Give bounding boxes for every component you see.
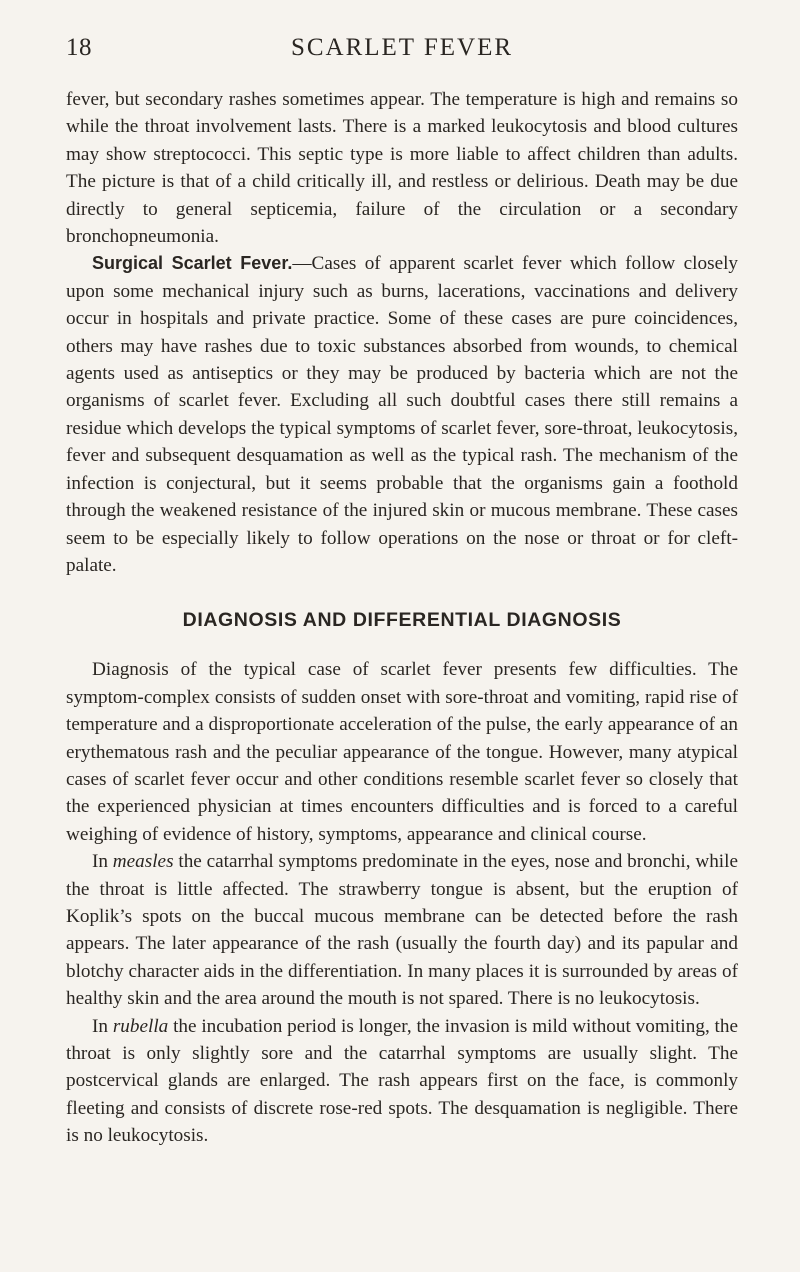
paragraph-measles — [66, 848, 738, 1012]
paragraph-surgical-scarlet-fever — [66, 250, 738, 579]
page-body — [66, 86, 738, 1150]
paragraph-rubella — [66, 1013, 738, 1150]
paragraph-lead: In — [92, 1015, 113, 1037]
running-head — [66, 34, 738, 66]
paragraph-diagnosis — [66, 656, 738, 848]
section-heading: DIAGNOSIS AND DIFFERENTIAL DIAGNOSIS — [182, 609, 622, 632]
running-title: SCARLET FEVER — [290, 34, 514, 61]
paragraph-lead: In — [92, 851, 113, 873]
run-in-heading: Surgical Scarlet Fever. — [92, 253, 293, 274]
paragraph-septic-type — [66, 86, 738, 250]
paragraph-text: the incubation period is longer, the invasion is mild without vomiting, the throat is only slightly sore and the catarrhal symptoms are usually slight. The postcervical glands are enlarged. The rash appears first on the face, is commonly fleeting and consists of discrete rose-red spots. The desquamation is negligible. There is no leukocytosis. — [66, 1015, 738, 1147]
paragraph-text: fever, but secondary rashes sometimes appear. The temperature is high and remains so while the throat involvement lasts. There is a marked leukocytosis and blood cultures may show streptococci. This septic type is more liable to affect children than adults. The picture is that of a child critically ill, and restless or delirious. Death may be due directly to general septicemia, failure of the circulation or a secondary bronchopneumonia. — [66, 89, 738, 248]
italic-term: measles — [112, 851, 174, 873]
italic-term: rubella — [112, 1015, 169, 1037]
paragraph-text: —Cases of apparent scarlet fever which follow closely upon some mechanical injury such as burns, lacerations, vaccinations and delivery occur in hospitals and private practice. Some of these cases are pure coincidences, others may have rashes due to toxic substances absorbed from wounds, to chemical agents used as antiseptics or they may be produced by bacteria which are not the organisms of scarlet fever. Excluding all such doubtful cases there still remains a residue which develops the typical symptoms of scarlet fever, sore-throat, leukocytosis, fever and subsequent desquamation as well as the typical rash. The mechanism of the infection is conjectural, but it seems probable that the organisms gain a foothold through the weakened resistance of the injured skin or mucous membrane. These cases seem to be especially likely to follow operations on the nose or throat or for cleft-palate. — [66, 253, 739, 576]
paragraph-text: the catarrhal symptoms predominate in the eyes, nose and bronchi, while the throat is little affected. The strawberry tongue is absent, but the eruption of Koplik’s spots on the buccal mucous membrane can be detected before the rash appears. The later appearance of the rash (usually the fourth day) and its papular and blotchy character aids in the differentiation. In many places it is surrounded by areas of healthy skin and the area around the mouth is not spared. There is no leukocytosis. — [66, 851, 738, 1010]
page-number: 18 — [66, 34, 92, 61]
paragraph-text: Diagnosis of the typical case of scarlet fever presents few difficulties. The symptom-complex consists of sudden onset with sore-throat and vomiting, rapid rise of temperature and a disproportionate acceleration of the pulse, the early appearance of an erythematous rash and the peculiar appearance of the tongue. However, many atypical cases of scarlet fever occur and other conditions resemble scarlet fever so closely that the experienced physician at times encounters difficulties and is forced to a careful weighing of evidence of history, symptoms, appearance and clinical course. — [66, 659, 738, 845]
